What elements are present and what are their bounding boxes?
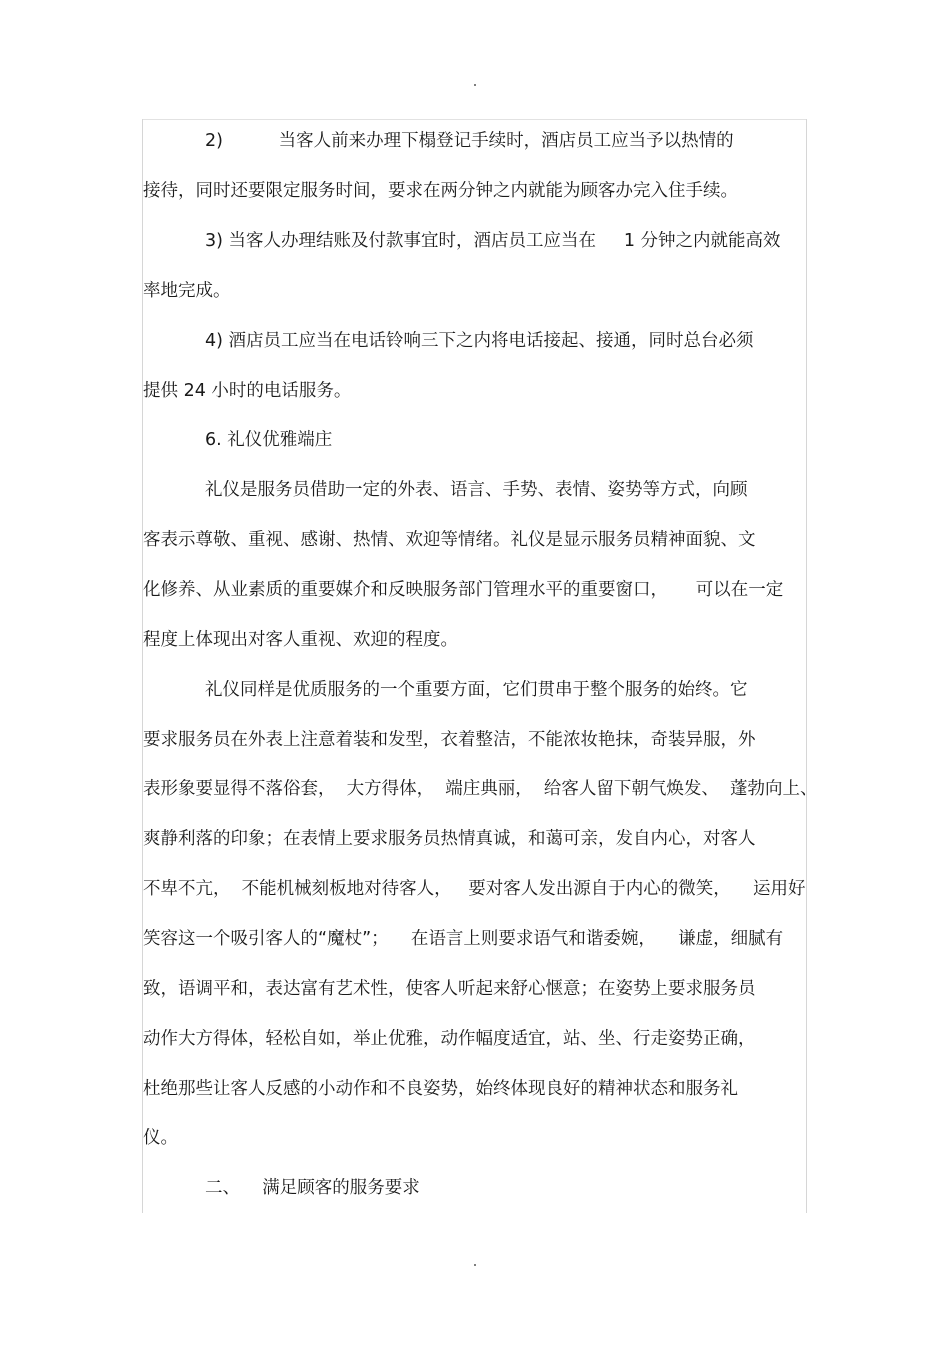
text-line: 仪。	[143, 1128, 178, 1148]
text-line: 爽静利落的印象；在表情上要求服务员热情真诚，和蔼可亲，发自内心，对客人	[143, 829, 756, 849]
text-line: 礼仪是服务员借助一定的外表、语言、手势、表情、姿势等方式，向顾	[205, 480, 748, 500]
text-line: 要求服务员在外表上注意着装和发型，衣着整洁，不能浓妆艳抹，奇装异服，外	[143, 730, 756, 750]
text-line: 率地完成。	[143, 281, 231, 301]
text-line: 接待，同时还要限定服务时间，要求在两分钟之内就能为顾客办完入住手续。	[143, 181, 738, 201]
text-line: 提供 24 小时的电话服务。	[143, 381, 352, 401]
text-line: 3) 当客人办理结账及付款事宜时，酒店员工应当在 1 分钟之内就能高效	[205, 231, 781, 251]
text-line: 不卑不亢， 不能机械刻板地对待客人， 要对客人发出源自于内心的微笑， 运用好	[143, 879, 806, 899]
section-heading: 二、 满足顾客的服务要求	[205, 1178, 420, 1198]
page-frame-right	[806, 119, 807, 1213]
section-heading: 6. 礼仪优雅端庄	[205, 430, 333, 450]
page-bottom-mark	[474, 1264, 476, 1266]
page-frame-top	[142, 119, 807, 120]
text-line: 笑容这一个吸引客人的“魔杖”； 在语言上则要求语气和谐委婉， 谦虚，细腻有	[143, 929, 784, 949]
text-line: 程度上体现出对客人重视、欢迎的程度。	[143, 630, 458, 650]
text-line: 2) 当客人前来办理下榻登记手续时，酒店员工应当予以热情的	[205, 131, 734, 151]
text-line: 化修养、从业素质的重要媒介和反映服务部门管理水平的重要窗口， 可以在一定	[143, 580, 784, 600]
text-line: 动作大方得体，轻松自如，举止优雅，动作幅度适宜，站、坐、行走姿势正确，	[143, 1029, 756, 1049]
text-line: 礼仪同样是优质服务的一个重要方面，它们贯串于整个服务的始终。它	[205, 680, 748, 700]
page-top-mark	[474, 84, 476, 86]
text-line: 致，语调平和，表达富有艺术性，使客人听起来舒心惬意；在姿势上要求服务员	[143, 979, 756, 999]
text-line: 杜绝那些让客人反感的小动作和不良姿势，始终体现良好的精神状态和服务礼	[143, 1079, 738, 1099]
text-line: 4) 酒店员工应当在电话铃响三下之内将电话接起、接通，同时总台必须	[205, 331, 754, 351]
text-line: 客表示尊敬、重视、感谢、热情、欢迎等情绪。礼仪是显示服务员精神面貌、文	[143, 530, 756, 550]
text-line: 表形象要显得不落俗套， 大方得体， 端庄典丽， 给客人留下朝气焕发、 蓬勃向上、	[143, 779, 818, 799]
